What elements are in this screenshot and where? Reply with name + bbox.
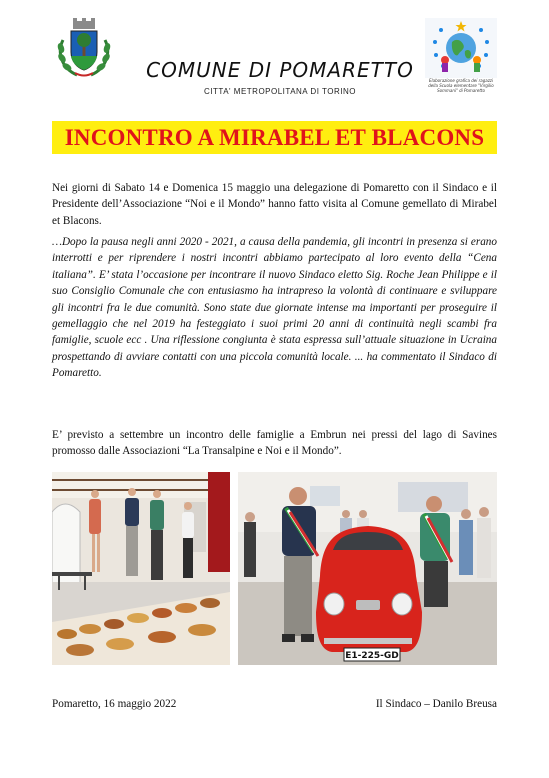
page-title: INCONTRO A MIRABEL ET BLACONS <box>64 124 485 150</box>
school-logo-caption: Elaborazione grafica dei ragazzi della Scuola elementare "Virgilio Sommani" di Pomaretto <box>428 78 494 93</box>
paragraph-quote: …Dopo la pausa negli anni 2020 - 2021, a causa della pandemia, gli incontri in presenza si erano interrotti e per riprendere i nostri incontri abbiamo partecipato al loro evento della “Cena italiana”. E’ stata l’occasione per incontrare il nuovo Sindaco eletto Sig. Roche Jean Philippe e il suo Consiglio Comunale che con entusiasmo ha intrapreso la volontà di continuare e sviluppare gli incontri fra le due comunità. Sono state due giornate intense ma importanti per proseguire il gemellaggio che nel 2019 ha festeggiato i suoi primi 20 anni di continuità negli scambi fra famiglie, scuole ecc . Una riflessione congiunta è stata espressa sull’attuale situazione in Ucraina prospettando di avviare contatti con una piccola comunità locale. ... ha commentato il Sindaco di Pomaretto. <box>52 236 497 380</box>
photo-red-fiat <box>238 472 497 665</box>
paragraph-announcement: E’ previsto a settembre un incontro delle famiglie a Embrun nei pressi del lago di Savines promosso dalle Associazioni “La Transalpine e Noi e il Mondo”. <box>52 429 497 458</box>
license-plate: E1-225-GD <box>345 651 399 661</box>
coat-of-arms-icon <box>53 18 115 80</box>
place-date: Pomaretto, 16 maggio 2022 <box>52 698 177 710</box>
paragraph-intro: Nei giorni di Sabato 14 e Domenica 15 maggio una delegazione di Pomaretto con il Sindaco e il Presidente dell’Associazione “Noi e il Mondo” hanno fatto visita al Comune gemellato di Mirabel et Blacons. <box>52 182 497 227</box>
title-banner <box>52 121 497 154</box>
metro-city-name: CITTA' METROPOLITANA DI TORINO <box>204 87 356 96</box>
school-logo-icon <box>425 18 497 108</box>
signature: Il Sindaco – Danilo Breusa <box>375 698 497 710</box>
photo-dinner-hall <box>52 472 230 665</box>
municipality-name: COMUNE DI POMARETTO <box>146 58 414 82</box>
